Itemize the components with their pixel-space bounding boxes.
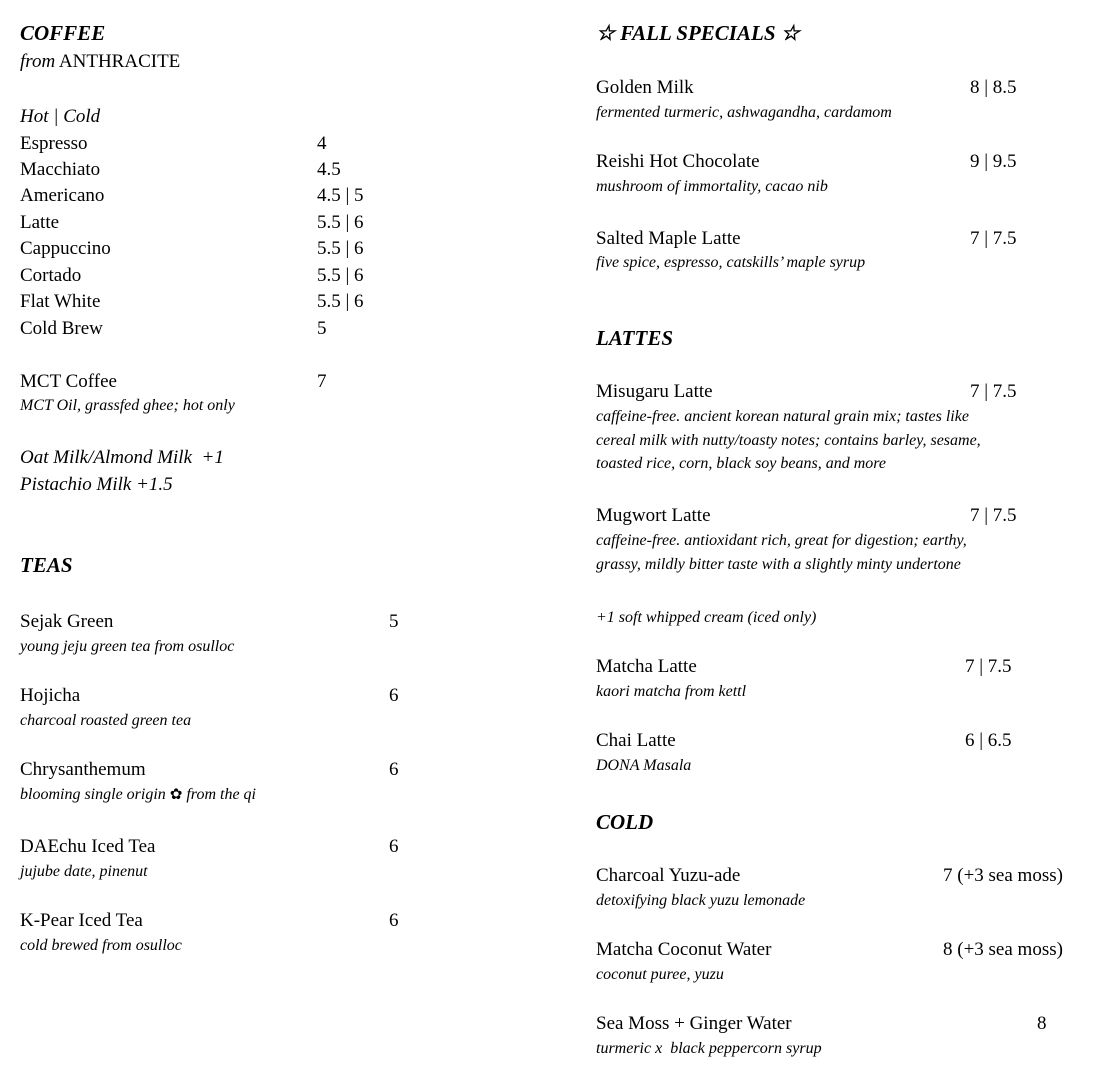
- tea-desc-text: from the qi: [186, 786, 256, 803]
- roaster-name: ANTHRACITE: [58, 51, 181, 72]
- tea-item-name: DAEchu Iced Tea: [20, 836, 156, 857]
- cold-item-desc: turmeric x black peppercorn syrup: [596, 1040, 822, 1057]
- coffee-item-name: Latte: [20, 212, 60, 233]
- tea-item-price: 5: [389, 611, 399, 632]
- latte-item-desc: kaori matcha from kettl: [596, 683, 747, 700]
- cold-item-desc: coconut puree, yuzu: [596, 966, 724, 983]
- coffee-item-price: 5: [317, 318, 327, 339]
- teas-heading: TEAS: [20, 553, 73, 577]
- tea-item-desc: cold brewed from osulloc: [20, 937, 182, 954]
- latte-item-price: 7 | 7.5: [970, 505, 1017, 526]
- tea-item-price: 6: [389, 836, 399, 857]
- tea-item-price: 6: [389, 685, 399, 706]
- mct-coffee-name: MCT Coffee: [20, 371, 117, 392]
- latte-item-desc: cereal milk with nutty/toasty notes; contains barley, sesame,: [596, 432, 981, 449]
- fall-item-desc: fermented turmeric, ashwagandha, cardamom: [596, 104, 892, 121]
- latte-item-name: Mugwort Latte: [596, 505, 711, 526]
- tea-desc-text: blooming single origin: [20, 786, 166, 803]
- coffee-item-name: Espresso: [20, 133, 88, 154]
- milk-addon: Oat Milk/Almond Milk +1: [20, 447, 224, 468]
- tea-item-name: Hojicha: [20, 685, 81, 706]
- fall-specials-heading: ☆ FALL SPECIALS ☆: [596, 21, 800, 45]
- tea-item-desc: jujube date, pinenut: [20, 863, 148, 880]
- hot-cold-label: Hot | Cold: [20, 106, 101, 127]
- from-word: from: [20, 51, 56, 72]
- fall-item-name: Salted Maple Latte: [596, 228, 741, 249]
- coffee-item-price: 4.5: [317, 159, 341, 180]
- coffee-heading: COFFEE: [20, 21, 106, 45]
- coffee-item-price: 5.5 | 6: [317, 291, 364, 312]
- mct-coffee-price: 7: [317, 371, 327, 392]
- latte-item-name: Chai Latte: [596, 730, 676, 751]
- latte-item-desc: DONA Masala: [596, 757, 692, 774]
- coffee-item-price: 5.5 | 6: [317, 265, 364, 286]
- latte-item-desc: caffeine-free. ancient korean natural grain mix; tastes like: [596, 408, 969, 425]
- latte-item-price: 7 | 7.5: [965, 656, 1012, 677]
- cold-item-price: 8 (+3 sea moss): [943, 939, 1063, 960]
- lattes-heading: LATTES: [596, 326, 674, 350]
- cold-item-desc: detoxifying black yuzu lemonade: [596, 892, 806, 909]
- tea-item-desc: [20, 787, 256, 803]
- coffee-item-price: 5.5 | 6: [317, 238, 364, 259]
- latte-item-name: Matcha Latte: [596, 656, 697, 677]
- cold-item-name: Charcoal Yuzu-ade: [596, 865, 741, 886]
- tea-item-desc: young jeju green tea from osulloc: [20, 638, 235, 655]
- cold-item-name: Matcha Coconut Water: [596, 939, 772, 960]
- fall-item-name: Reishi Hot Chocolate: [596, 151, 760, 172]
- coffee-item-name: Americano: [20, 185, 105, 206]
- whipped-cream-note: +1 soft whipped cream (iced only): [596, 609, 817, 626]
- coffee-item-name: Cappuccino: [20, 238, 111, 259]
- coffee-item-name: Cold Brew: [20, 318, 103, 339]
- latte-item-desc: grassy, mildly bitter taste with a slightly minty undertone: [596, 556, 961, 573]
- tea-item-price: 6: [389, 759, 399, 780]
- coffee-item-name: Flat White: [20, 291, 101, 312]
- latte-item-price: 7 | 7.5: [970, 381, 1017, 402]
- tea-item-name: K-Pear Iced Tea: [20, 910, 143, 931]
- latte-item-price: 6 | 6.5: [965, 730, 1012, 751]
- fall-item-desc: five spice, espresso, catskills’ maple syrup: [596, 254, 866, 271]
- coffee-item-name: Macchiato: [20, 159, 101, 180]
- coffee-roaster-line: [20, 52, 180, 71]
- coffee-item-price: 5.5 | 6: [317, 212, 364, 233]
- coffee-item-price: 4.5 | 5: [317, 185, 364, 206]
- cold-item-price: 7 (+3 sea moss): [943, 865, 1063, 886]
- mct-coffee-desc: MCT Oil, grassfed ghee; hot only: [20, 397, 235, 414]
- coffee-item-price: 4: [317, 133, 327, 154]
- latte-item-name: Misugaru Latte: [596, 381, 713, 402]
- latte-item-desc: toasted rice, corn, black soy beans, and more: [596, 455, 887, 472]
- cold-item-price: 8: [1037, 1013, 1047, 1034]
- cold-heading: COLD: [596, 810, 654, 834]
- tea-item-price: 6: [389, 910, 399, 931]
- cold-item-name: Sea Moss + Ginger Water: [596, 1013, 792, 1034]
- tea-item-name: Sejak Green: [20, 611, 114, 632]
- latte-item-desc: caffeine-free. antioxidant rich, great for digestion; earthy,: [596, 532, 967, 549]
- flower-icon: ✿: [169, 785, 183, 803]
- fall-item-name: Golden Milk: [596, 77, 694, 98]
- tea-item-desc: charcoal roasted green tea: [20, 712, 192, 729]
- fall-item-price: 8 | 8.5: [970, 77, 1017, 98]
- fall-item-desc: mushroom of immortality, cacao nib: [596, 178, 828, 195]
- fall-item-price: 7 | 7.5: [970, 228, 1017, 249]
- tea-item-name: Chrysanthemum: [20, 759, 146, 780]
- coffee-item-name: Cortado: [20, 265, 82, 286]
- fall-item-price: 9 | 9.5: [970, 151, 1017, 172]
- milk-addon: Pistachio Milk +1.5: [20, 474, 173, 495]
